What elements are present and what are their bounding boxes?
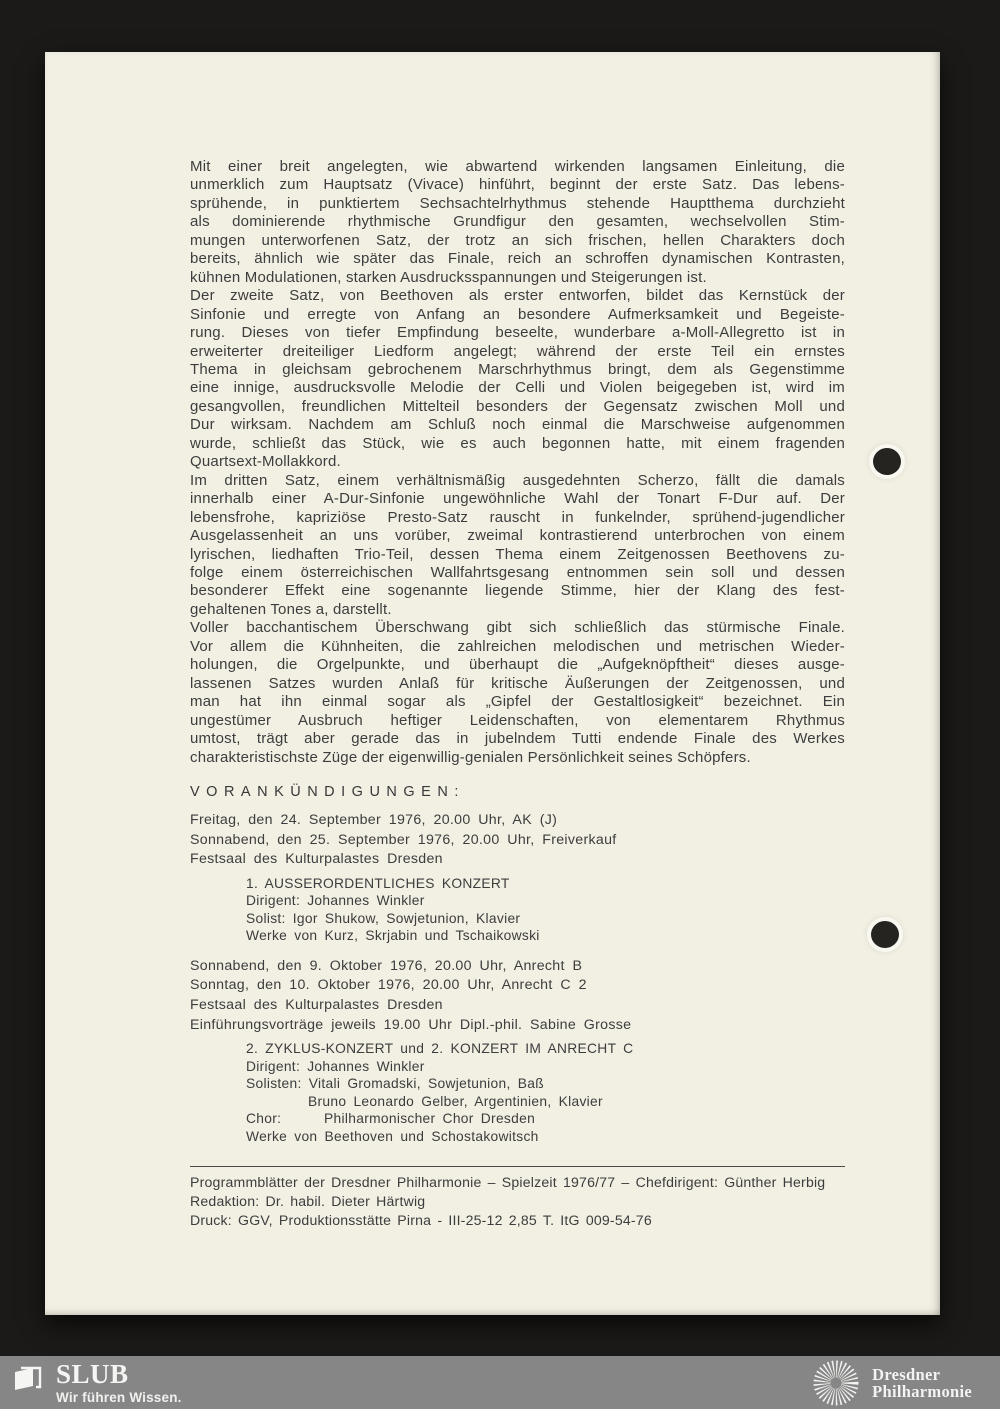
text-line: innerhalb einer A-Dur-Sinfonie ungewöhnliche Wahl der Tonart F-Dur auf. Der — [190, 490, 845, 508]
text-line: Voller bacchantischem Überschwang gibt sich schließlich das stürmische Finale. — [190, 619, 845, 637]
concert-detail-line: Solisten: Vitali Gromadski, Sowjetunion, Baß — [246, 1076, 544, 1092]
concert-detail-line: Bruno Leonardo Gelber, Argentinien, Klavier — [308, 1093, 603, 1109]
slub-logo — [13, 1361, 182, 1405]
text-line: Der zweite Satz, von Beethoven als erster entworfen, bildet das Kernstück der — [190, 287, 845, 305]
concert-detail-line: 1. AUSSERORDENTLICHES KONZERT — [246, 875, 510, 891]
text-line: Im dritten Satz, einem verhältnismäßig ausgedehnten Scherzo, fällt die damals — [190, 471, 845, 489]
concert-detail-line: Werke von Beethoven und Schostakowitsch — [246, 1128, 539, 1144]
text-line: Thema in gleichsam gebrochenem Marschrhythmus bringt, dem als Gegenstimme — [190, 360, 845, 378]
philharmonie-text — [872, 1366, 972, 1401]
punch-hole-top — [873, 448, 901, 475]
imprint-line: Redaktion: Dr. habil. Dieter Härtwig — [190, 1193, 426, 1210]
footer-bar — [0, 1356, 1000, 1409]
text-line: kühnen Modulationen, starken Ausdrucksspannungen und Steigerungen ist. — [190, 268, 707, 286]
concert-details — [190, 875, 890, 945]
text-line: gehaltenen Tones a, darstellt. — [190, 600, 392, 618]
slub-text — [56, 1361, 182, 1405]
text-line: Dur wirksam. Nachdem am Schluß noch einmal die Marschweise aufgenommen — [190, 416, 845, 434]
text-line: holungen, die Orgelpunkte, und überhaupt die „Aufgeknöpftheit“ dieses ausge- — [190, 656, 845, 674]
event-date-line: Sonntag, den 10. Oktober 1976, 20.00 Uhr, Anrecht C 2 — [190, 977, 587, 994]
text-line: mungen unterworfenen Satz, der trotz an sich frischen, hellen Charakters doch — [190, 231, 845, 249]
text-line: wurde, schließt das Stück, wie es auch begonnen hatte, mit einem fragenden — [190, 434, 845, 452]
text-line: rung. Dieses von tiefer Empfindung beseelte, wunderbare a-Moll-Allegretto ist in — [190, 324, 845, 342]
event-date-line: Einführungsvorträge jeweils 19.00 Uhr Dipl.-phil. Sabine Grosse — [190, 1016, 632, 1033]
text-line: gesangvollen, freundlichen Mittelteil besonders der Gegensatz zwischen Moll und — [190, 397, 845, 415]
text-line: man hat ihn einmal sogar als „Gipfel der Gestaltlosigkeit“ bezeichnet. Ein — [190, 693, 845, 711]
text-line: Ausgelassenheit an uns vorüber, zweimal kontrastierend unterbrochen von einem — [190, 527, 845, 545]
announcement-blocks — [190, 811, 890, 1145]
text-line: erweiterter dreiteiliger Liedform angelegt; während der erste Teil ein ernstes — [190, 342, 845, 360]
text-line: ungestümer Ausbruch heftiger Leidenschaften, von elementarem Rhythmus — [190, 711, 845, 729]
slub-tagline: Wir führen Wissen. — [56, 1390, 182, 1405]
text-line: Sinfonie und erregte von Anfang an besondere Aufmerksamkeit und Begeiste- — [190, 305, 845, 323]
event-date-line: Freitag, den 24. September 1976, 20.00 Uhr, AK (J) — [190, 812, 558, 828]
philharmonie-line2: Philharmonie — [872, 1382, 972, 1401]
concert-detail-line: Dirigent: Johannes Winkler — [246, 893, 425, 909]
book-icon — [13, 1365, 43, 1395]
slub-wordmark: SLUB — [56, 1359, 129, 1389]
divider-line — [190, 1166, 845, 1167]
text-line: Quartsext-Mollakkord. — [190, 453, 341, 471]
text-line: sprühende, in punktiertem Sechsachtelrhythmus stehende Hauptthema durchzieht — [190, 194, 845, 212]
imprint-section — [190, 1173, 870, 1231]
concert-detail-line: Chor: Philharmonischer Chor Dresden — [246, 1111, 536, 1127]
concert-detail-line: Dirigent: Johannes Winkler — [246, 1058, 425, 1074]
announcements-heading: VORANKÜNDIGUNGEN: — [190, 784, 465, 800]
philharmonie-logo — [812, 1359, 972, 1407]
text-line: Mit einer breit angelegten, wie abwartend wirkenden langsamen Einleitung, die — [190, 158, 845, 175]
text-line: lebensfrohe, kapriziöse Presto-Satz rauscht in funkelnder, sprühend-jugendlicher — [190, 508, 845, 526]
concert-detail-line: Solist: Igor Shukow, Sowjetunion, Klavier — [246, 910, 521, 926]
text-line: eine innige, ausdrucksvolle Melodie der Celli und Violen beigegeben ist, wird im — [190, 379, 845, 397]
text-line: als dominierende rhythmische Grundfigur den gesamten, wechselvollen Stim- — [190, 213, 845, 231]
text-line: bereits, ähnlich wie später das Finale, reich an schroffen dynamischen Kontrasten, — [190, 250, 845, 268]
concert-detail-line: 2. ZYKLUS-KONZERT und 2. KONZERT IM ANRECHT C — [246, 1041, 634, 1057]
text-line: unmerklich zum Hauptsatz (Vivace) hinführt, beginnt der erste Satz. Das lebens- — [190, 176, 845, 194]
event-date-line: Festsaal des Kulturpalastes Dresden — [190, 996, 443, 1013]
text-line: umtost, trägt aber gerade das in jubelndem Tutti endende Finale des Werkes — [190, 730, 845, 748]
event-date-line: Sonnabend, den 9. Oktober 1976, 20.00 Uhr, Anrecht B — [190, 957, 583, 974]
program-notes-text — [190, 158, 845, 767]
text-line: lassenen Satzes wurden Anlaß für kritische Äußerungen der Zeitgenossen, und — [190, 674, 845, 692]
concert-details — [190, 1040, 890, 1145]
text-line: Vor allem die Kühnheiten, die zahlreichen melodischen und metrischen Wieder- — [190, 637, 845, 655]
punch-hole-bottom — [871, 921, 899, 948]
text-line: folge einem österreichischen Wallfahrtsgesang entnommen sein soll und dessen — [190, 563, 845, 581]
starburst-icon — [812, 1359, 860, 1407]
text-line: lyrischen, liedhaften Trio-Teil, dessen Thema einem Zeitgenossen Beethovens zu- — [190, 545, 845, 563]
document-page — [45, 52, 940, 1315]
philharmonie-line1: Dresdner — [872, 1364, 941, 1384]
imprint-line: Druck: GGV, Produktionsstätte Pirna - III-25-12 2,85 T. ItG 009-54-76 — [190, 1212, 652, 1229]
announcements-section — [190, 784, 890, 1157]
text-line: charakteristischste Züge der eigenwillig-genialen Persönlichkeit seines Schöpfers. — [190, 748, 751, 766]
imprint-line: Programmblätter der Dresdner Philharmonie – Spielzeit 1976/77 – Chefdirigent: Günther Herbig — [190, 1174, 826, 1190]
concert-detail-line: Werke von Kurz, Skrjabin und Tschaikowski — [246, 928, 540, 944]
event-date-line: Festsaal des Kulturpalastes Dresden — [190, 851, 443, 868]
event-date-line: Sonnabend, den 25. September 1976, 20.00 Uhr, Freiverkauf — [190, 831, 617, 848]
text-line: besonderer Effekt eine sogenannte liegende Stimme, hier der Klang des fest- — [190, 582, 845, 600]
